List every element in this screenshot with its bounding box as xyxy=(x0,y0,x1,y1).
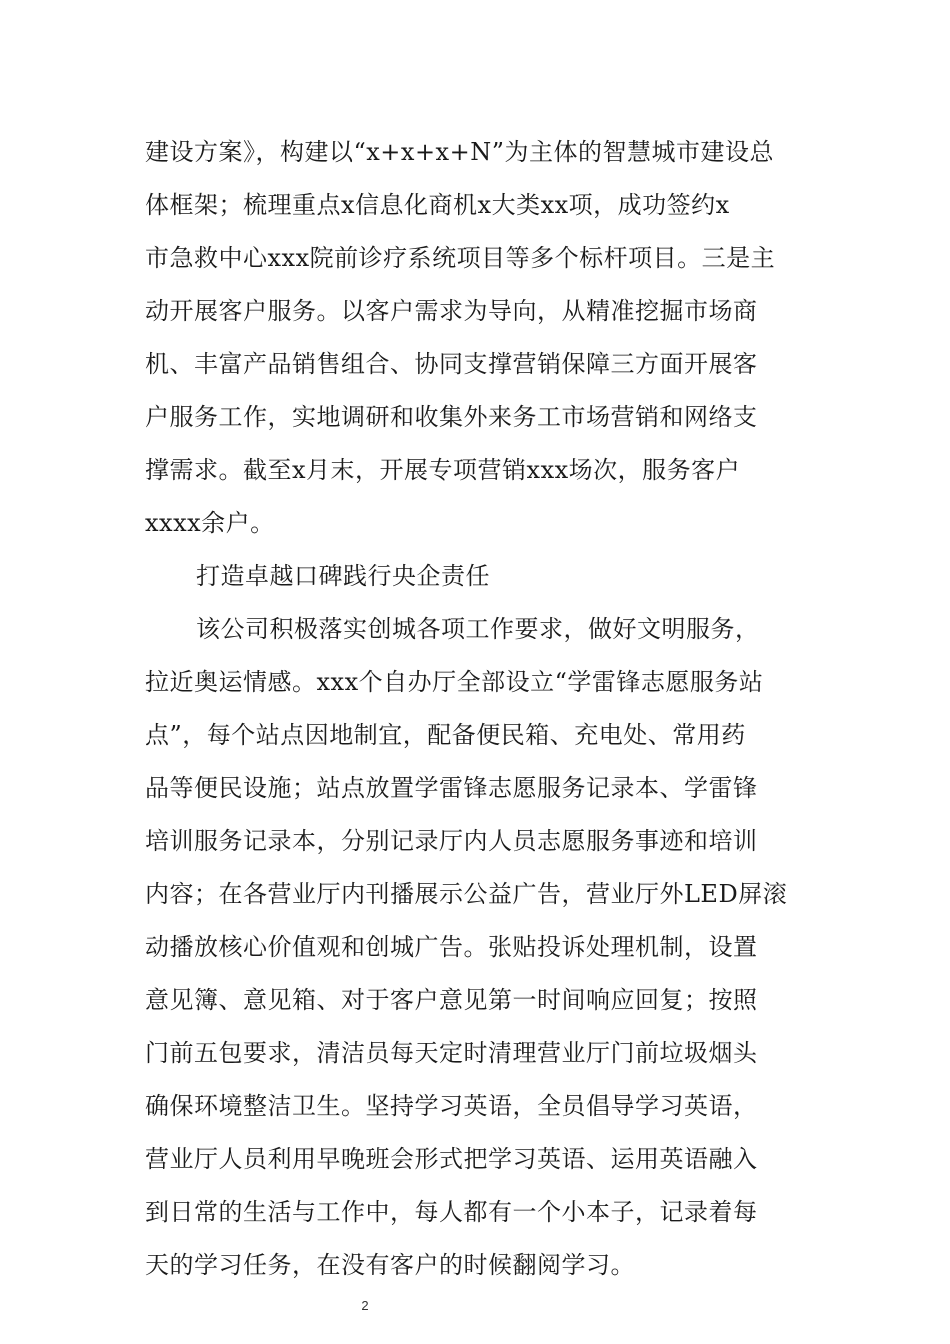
page-number: 2 xyxy=(361,1298,369,1313)
line-text: 建设方案》，构建以“x+x+x+N”为主体的智慧城市建设总 xyxy=(145,138,774,166)
body-text-line: 动开展客户服务。以客户需求为导向，从精准挖掘市场商 xyxy=(145,297,758,325)
body-text-line: 到日常的生活与工作中，每人都有一个小本子，记录着每 xyxy=(145,1198,758,1226)
section-heading: 打造卓越口碑践行央企责任 xyxy=(196,562,490,590)
body-text-line: 撑需求。截至x月末，开展专项营销xxx场次，服务客户 xyxy=(145,456,741,484)
body-text-line: 该公司积极落实创城各项工作要求，做好文明服务， xyxy=(196,615,760,643)
body-text-line: 体框架；梳理重点x信息化商机x大类xx项，成功签约x xyxy=(145,191,730,219)
body-text-line: 点”，每个站点因地制宜，配备便民箱、充电处、常用药 xyxy=(145,721,746,749)
body-text-line: 品等便民设施；站点放置学雷锋志愿服务记录本、学雷锋 xyxy=(145,774,758,802)
body-text-line: 动播放核心价值观和创城广告。张贴投诉处理机制，设置 xyxy=(145,933,758,961)
body-text-line: 机、丰富产品销售组合、协同支撑营销保障三方面开展客 xyxy=(145,350,758,378)
body-text-line: 户服务工作，实地调研和收集外来务工市场营销和网络支 xyxy=(145,403,758,431)
body-text-line: 确保环境整洁卫生。坚持学习英语，全员倡导学习英语， xyxy=(145,1092,758,1120)
body-text-line: 门前五包要求，清洁员每天定时清理营业厅门前垃圾烟头 xyxy=(145,1039,758,1067)
body-text-line: 营业厅人员利用早晚班会形式把学习英语、运用英语融入 xyxy=(145,1145,758,1173)
body-text-line: 拉近奥运情感。xxx个自办厅全部设立“学雷锋志愿服务站 xyxy=(145,668,764,696)
body-text-line xyxy=(145,136,815,168)
body-text-line: 意见簿、意见箱、对于客户意见第一时间响应回复；按照 xyxy=(145,986,758,1014)
body-text-line: 内容；在各营业厅内刊播展示公益广告，营业厅外LED屏滚 xyxy=(145,880,788,908)
body-text-line: 天的学习任务，在没有客户的时候翻阅学习。 xyxy=(145,1251,635,1279)
body-text-line: 市急救中心xxx院前诊疗系统项目等多个标杆项目。三是主 xyxy=(145,244,776,272)
body-text-line: xxxx余户。 xyxy=(145,509,275,537)
body-text-line: 培训服务记录本，分别记录厅内人员志愿服务事迹和培训 xyxy=(145,827,758,855)
